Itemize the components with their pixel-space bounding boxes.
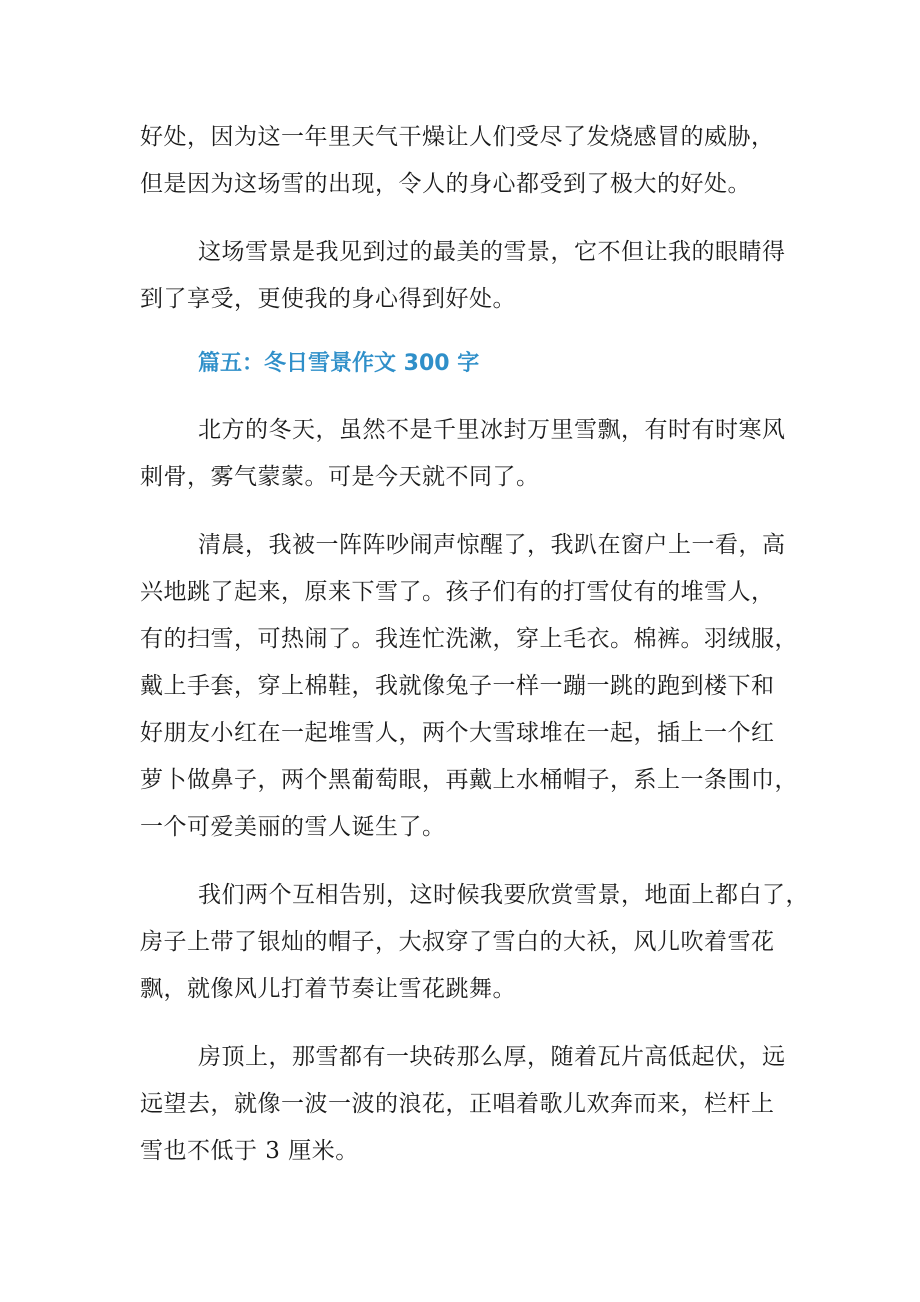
paragraph-1-line-2: 但是因为这场雪的出现，令人的身心都受到了极大的好处。 [140, 171, 751, 197]
paragraph-6-line-1: 房顶上，那雪都有一块砖那么厚，随着瓦片高低起伏，远 [198, 1044, 786, 1070]
paragraph-4-line-3: 有的扫雪，可热闹了。我连忙洗漱，穿上毛衣。棉裤。羽绒服， [140, 626, 798, 652]
paragraph-5-line-3: 飘，就像风儿打着节奏让雪花跳舞。 [140, 976, 516, 1002]
paragraph-2-line-2: 到了享受，更使我的身心得到好处。 [140, 286, 516, 312]
paragraph-3-line-1: 北方的冬天，虽然不是千里冰封万里雪飘，有时有时寒风 [198, 417, 786, 443]
paragraph-4-line-1: 清晨，我被一阵阵吵闹声惊醒了，我趴在窗户上一看，高 [198, 532, 786, 558]
paragraph-5-line-1: 我们两个互相告别，这时候我要欣赏雪景，地面上都白了， [198, 882, 809, 908]
paragraph-4-line-6: 萝卜做鼻子，两个黑葡萄眼，再戴上水桶帽子，系上一条围巾， [140, 767, 798, 793]
paragraph-5-line-2: 房子上带了银灿的帽子，大叔穿了雪白的大袄，风儿吹着雪花 [140, 929, 775, 955]
paragraph-2-line-1: 这场雪景是我见到过的最美的雪景，它不但让我的眼睛得 [198, 239, 786, 265]
paragraph-6-line-3: 雪也不低于 3 厘米。 [140, 1138, 359, 1164]
paragraph-4-line-4: 戴上手套，穿上棉鞋，我就像兔子一样一蹦一跳的跑到楼下和 [140, 673, 775, 699]
paragraph-1-line-1: 好处，因为这一年里天气干燥让人们受尽了发烧感冒的威胁， [140, 124, 775, 150]
paragraph-6-line-2: 远望去，就像一波一波的浪花，正唱着歌儿欢奔而来，栏杆上 [140, 1091, 775, 1117]
paragraph-4-line-5: 好朋友小红在一起堆雪人，两个大雪球堆在一起，插上一个红 [140, 720, 775, 746]
paragraph-3-line-2: 刺骨，雾气蒙蒙。可是今天就不同了。 [140, 464, 540, 490]
section-heading: 篇五：冬日雪景作文 300 字 [198, 351, 480, 376]
paragraph-4-line-2: 兴地跳了起来，原来下雪了。孩子们有的打雪仗有的堆雪人， [140, 579, 775, 605]
paragraph-4-line-7: 一个可爱美丽的雪人诞生了。 [140, 814, 446, 840]
